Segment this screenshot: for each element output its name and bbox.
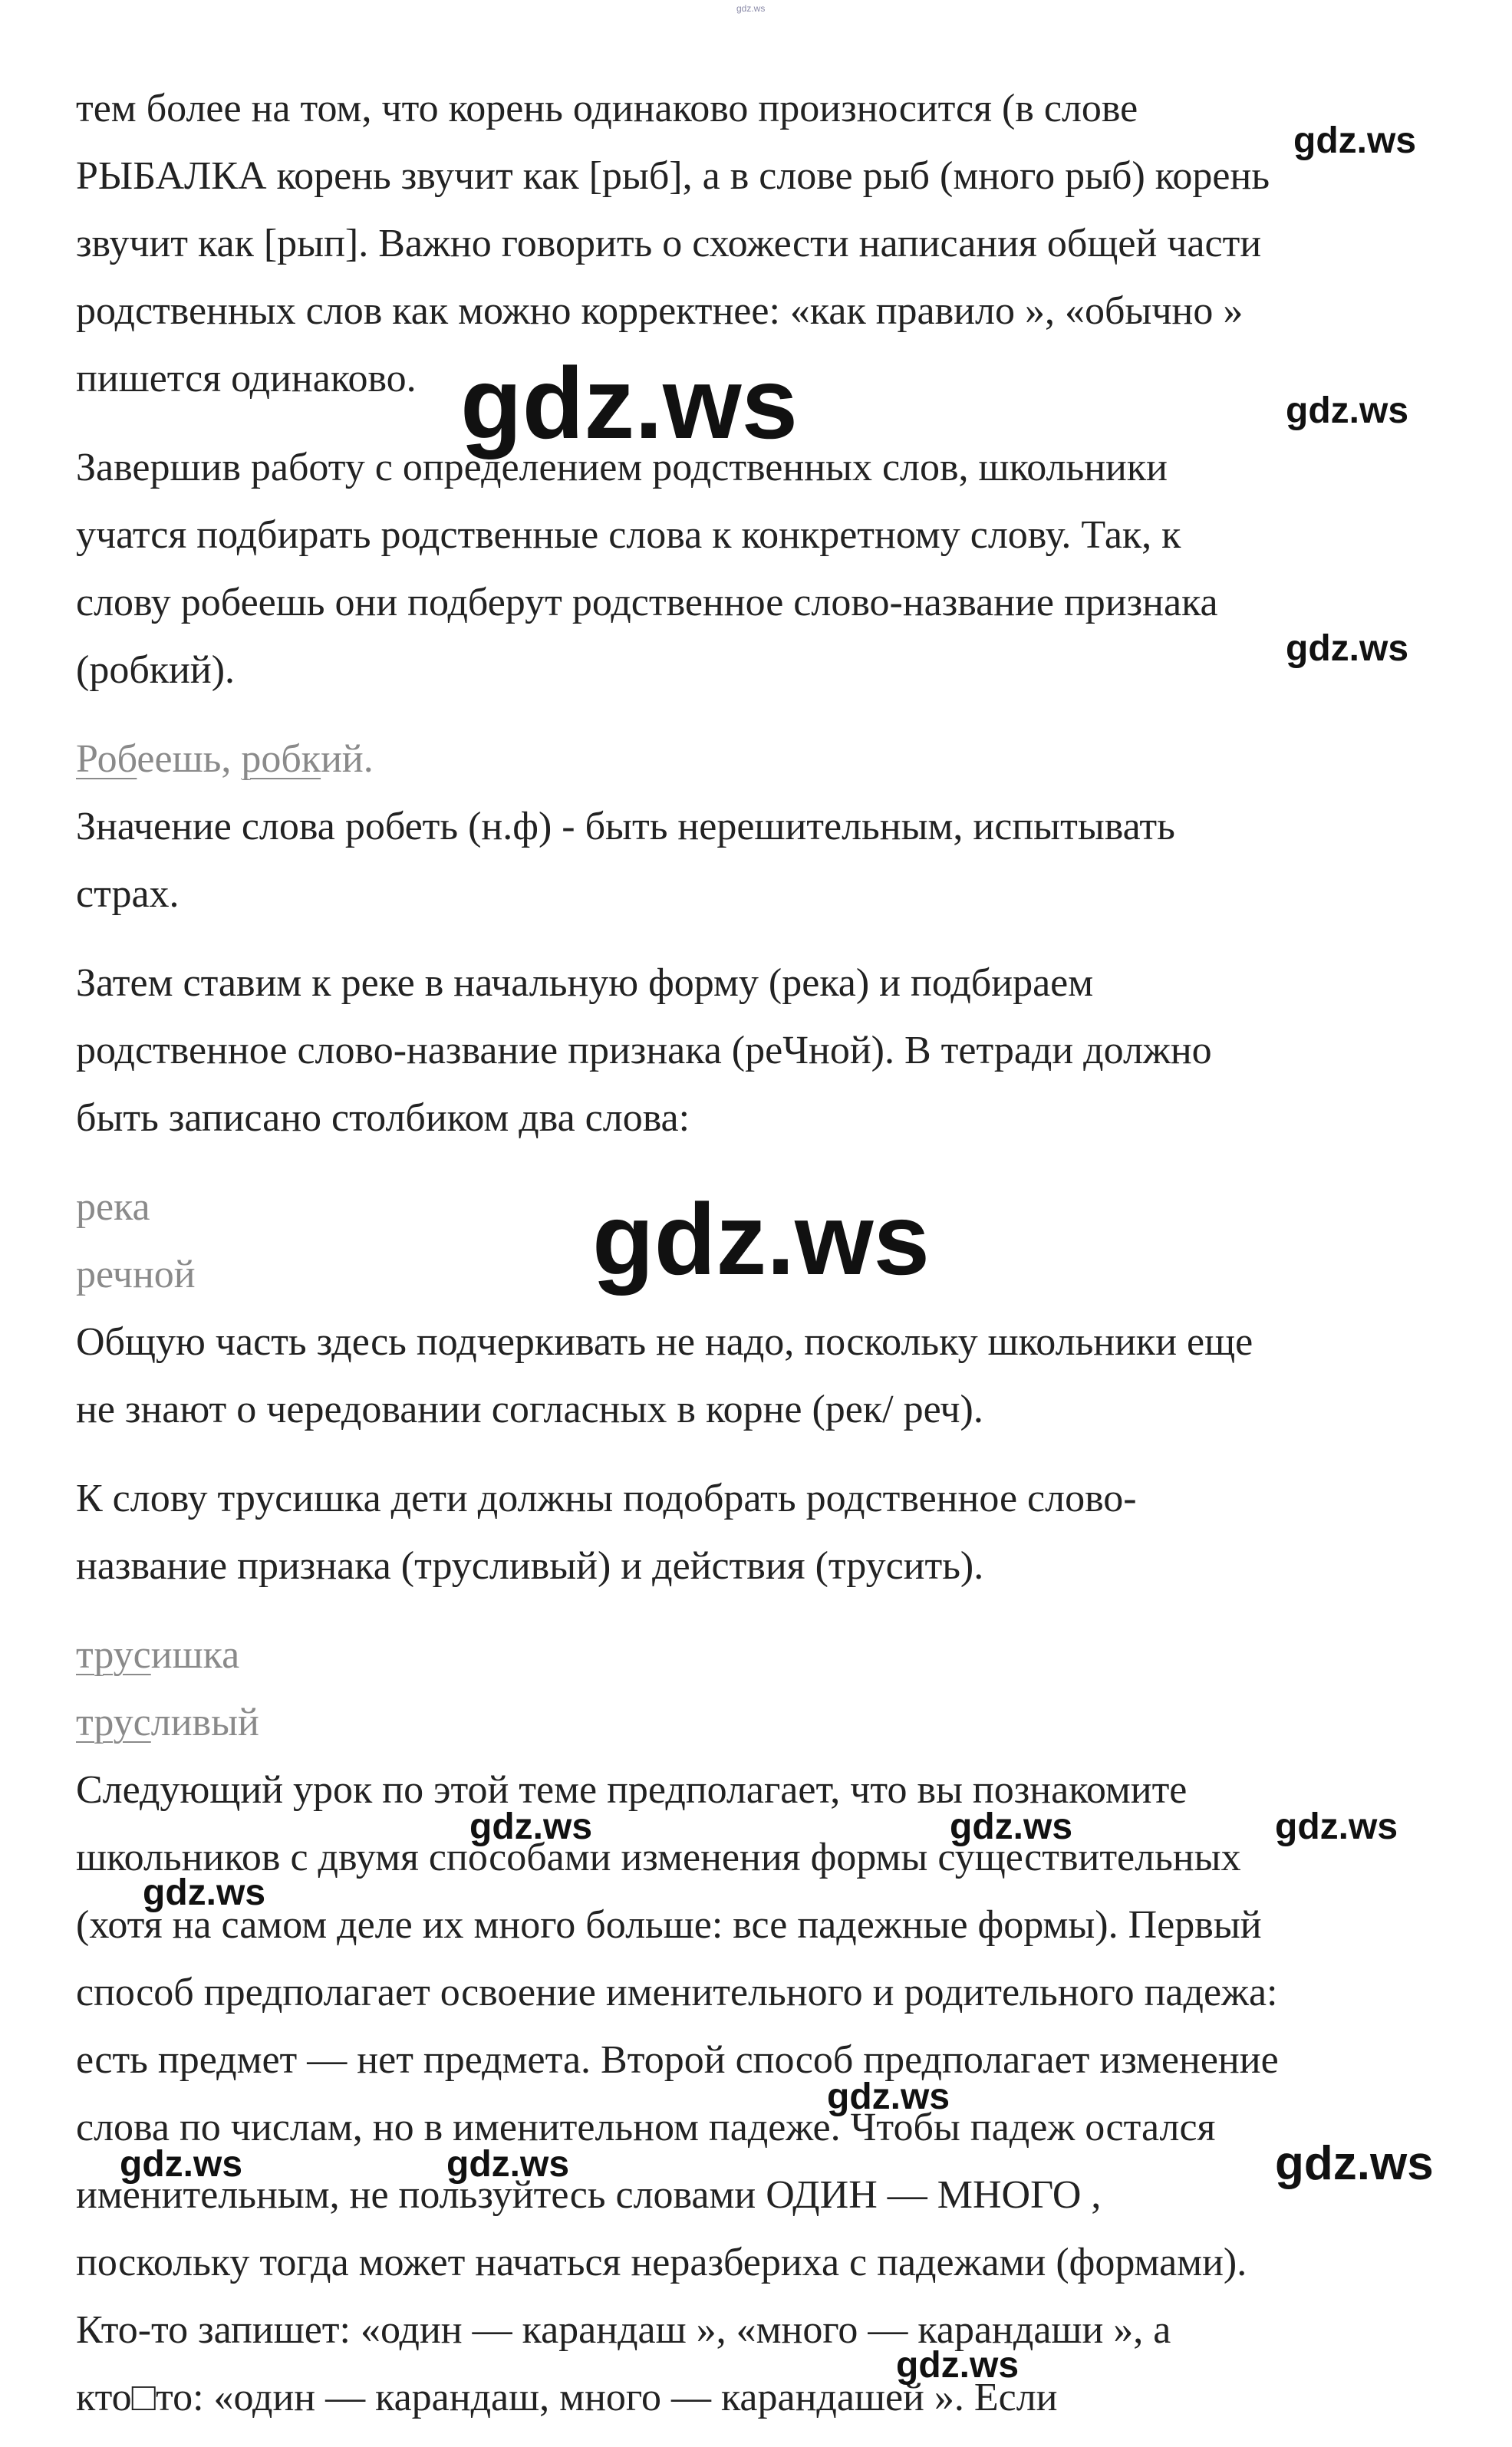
watermark: gdz.ws <box>469 1806 593 1847</box>
watermark: gdz.ws <box>896 2345 1020 2386</box>
text-line: звучит как [рып]. Важно говорить о схожести написания общей части <box>76 222 1262 265</box>
text-line: тем более на том, что корень одинаково произносится (в слове <box>76 87 1138 130</box>
word-ending: ишка <box>150 1633 240 1677</box>
text-line: слова по числам, но в именительном падеже. Чтобы падеж остался <box>76 2106 1216 2149</box>
text-line: К слову трусишка дети должны подобрать родственное слово- <box>76 1477 1137 1520</box>
text-line: (хотя на самом деле их много больше: все падежные формы). Первый <box>76 1903 1262 1947</box>
root-underline: Роб <box>76 737 137 781</box>
text-line: пишется одинаково. <box>76 357 417 400</box>
word-ending: ий. <box>321 737 374 781</box>
watermark: gdz.ws <box>143 1872 266 1913</box>
text-line: именительным, не пользуйтесь словами ОДИН — МНОГО , <box>76 2173 1102 2217</box>
text-line: слову робеешь они подберут родственное слово-название признака <box>76 581 1218 624</box>
watermark: gdz.ws <box>1275 2137 1434 2190</box>
paragraph-4 <box>76 950 1472 1152</box>
text-line: Затем ставим к реке в начальную форму (река) и подбираем <box>76 961 1094 1005</box>
root-underline: робк <box>241 737 321 781</box>
paragraph-3 <box>76 793 1472 928</box>
text-line: Общую часть здесь подчеркивать не надо, поскольку школьники еще <box>76 1320 1253 1364</box>
text-line: Следующий урок по этой теме предполагает, что вы познакомите <box>76 1768 1188 1812</box>
word-ending: еешь, <box>137 737 242 781</box>
text-line: родственных слов как можно корректнее: «как правило », «обычно » <box>76 289 1244 333</box>
text-line: РЫБАЛКА корень звучит как [рыб], а в слове рыб (много рыб) корень <box>76 154 1270 198</box>
paragraph-5 <box>76 1309 1472 1444</box>
text-line: название признака (трусливый) и действия (трусить). <box>76 1544 984 1588</box>
watermark: gdz.ws <box>1293 120 1417 161</box>
watermark: gdz.ws <box>1286 628 1409 669</box>
text-line: Кто-то запишет: «один — карандаш », «много — карандаши », а <box>76 2308 1171 2352</box>
example-robeesh <box>76 726 1472 793</box>
watermark: gdz.ws <box>950 1806 1073 1847</box>
watermark: gdz.ws <box>1286 390 1409 431</box>
text-line: быть записано столбиком два слова: <box>76 1096 690 1140</box>
paragraph-2 <box>76 434 1472 704</box>
paragraph-6 <box>76 1465 1472 1600</box>
example-word: речной <box>76 1253 196 1296</box>
watermark: gdz.ws <box>460 347 799 459</box>
watermark: gdz.ws <box>1275 1806 1398 1847</box>
watermark: gdz.ws <box>120 2144 243 2185</box>
text-line: кто□то: «один — карандаш, много — карандашей ». Если <box>76 2376 1058 2419</box>
text-line: не знают о чередовании согласных в корне (рек/ реч). <box>76 1388 983 1431</box>
text-line: Завершив работу с определением родственных слов, школьники <box>76 446 1168 489</box>
text-line: поскольку тогда может начаться неразбериха с падежами (формами). <box>76 2241 1247 2284</box>
word-ending: ливый <box>150 1701 259 1744</box>
root-underline: трус <box>76 1633 151 1677</box>
watermark: gdz.ws <box>446 2144 570 2185</box>
paragraph-7 <box>76 1757 1472 2432</box>
text-line: есть предмет — нет предмета. Второй способ предполагает изменение <box>76 2038 1279 2082</box>
text-line: Значение слова робеть (н.ф) - быть нерешительным, испытывать <box>76 805 1175 848</box>
text-line: школьников с двумя способами изменения формы существительных <box>76 1836 1241 1879</box>
watermark: gdz.ws <box>827 2076 950 2117</box>
text-line: учатся подбирать родственные слова к конкретному слову. Так, к <box>76 513 1181 557</box>
text-line: родственное слово-название признака (реЧной). В тетради должно <box>76 1029 1212 1072</box>
text-line: страх. <box>76 872 180 916</box>
example-trusishka <box>76 1622 1472 1757</box>
header-mark: gdz.ws <box>736 3 766 14</box>
root-underline: трус <box>76 1701 151 1744</box>
text-line: (робкий). <box>76 648 236 692</box>
example-word: река <box>76 1185 150 1229</box>
watermark: gdz.ws <box>592 1183 931 1296</box>
text-line: способ предполагает освоение именительного и родительного падежа: <box>76 1971 1278 2014</box>
